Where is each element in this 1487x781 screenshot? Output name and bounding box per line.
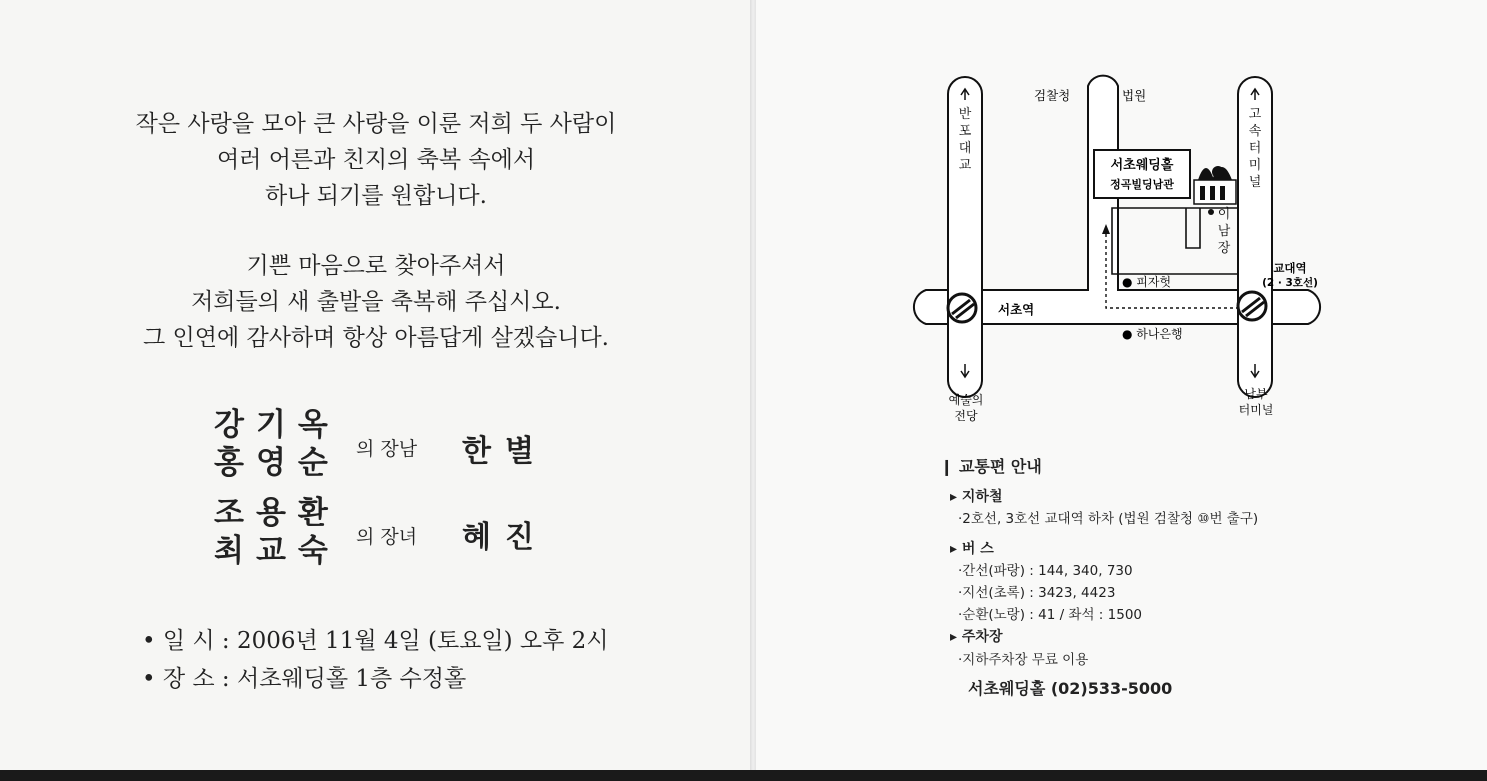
wedding-hall-icon <box>1194 166 1236 204</box>
bride-father-name: 조용환 <box>214 495 340 531</box>
bride-relation: 의 장녀 <box>356 526 418 548</box>
seocho-station-label: 서초역 <box>998 302 1035 317</box>
verse-block-1 <box>0 106 752 214</box>
verse-line: 그 인연에 감사하며 항상 아름답게 살겠습니다. <box>142 325 609 351</box>
banpo-label: 반 포 대 교 <box>958 107 972 173</box>
event-venue: • 장 소 : 서초웨딩홀 1층 수정홀 <box>142 666 467 692</box>
groom-parents <box>214 406 340 482</box>
groom-name: 한별 <box>462 434 548 469</box>
hall-name-label: 서초웨딩홀 <box>1110 158 1174 173</box>
terminal-label: 고 속 터 미 널 <box>1248 107 1262 190</box>
verse-line: 작은 사랑을 모아 큰 사랑을 이룬 저희 두 사람이 <box>135 111 617 137</box>
gyodae-station-icon <box>1238 292 1266 320</box>
hall-building-label: 정곡빌딩남관 <box>1110 178 1174 191</box>
groom-father-name: 강기옥 <box>214 407 340 443</box>
parking-info: ·지하주차장 무료 이용 <box>958 652 1089 668</box>
nambu-label-2: 터미널 <box>1238 403 1274 417</box>
verse-line: 여러 어른과 친지의 축복 속에서 <box>216 147 536 173</box>
bus-title: ▸ 버 스 <box>950 541 994 557</box>
groom-relation: 의 장남 <box>356 438 418 460</box>
subway-info: ·2호선, 3호선 교대역 하차 (법원 검찰청 ⑩번 출구) <box>958 511 1259 527</box>
subway-title: ▸ 지하철 <box>950 489 1003 505</box>
verse-block-2 <box>0 248 752 356</box>
parking-title: ▸ 주차장 <box>950 629 1003 645</box>
contact-info: 서초웨딩홀 (02)533-5000 <box>968 679 1173 698</box>
transit-title: ❙ 교통편 안내 <box>940 457 1042 476</box>
bus-info-trunk: ·간선(파랑) : 144, 340, 730 <box>958 563 1133 579</box>
verse-line: 기쁜 마음으로 찾아주셔서 <box>246 253 506 279</box>
bride-parents <box>214 494 340 570</box>
bride-name: 혜진 <box>462 520 548 555</box>
bus-info-branch: ·지선(초록) : 3423, 4423 <box>958 585 1116 601</box>
seocho-station-icon <box>948 294 976 322</box>
nambu-label-1: 남부 <box>1244 387 1268 401</box>
gyodae-label: 교대역 <box>1273 261 1307 275</box>
gyodae-lines-label: (2 · 3호선) <box>1262 277 1318 289</box>
arts-center-label-1: 예술의 <box>948 393 984 407</box>
prosecutor-label: 검찰청 <box>1034 88 1071 103</box>
verse-line: 하나 되기를 원합니다. <box>265 183 487 209</box>
inam-label: 이 남 장 <box>1217 207 1231 256</box>
groom-mother-name: 홍영순 <box>214 445 340 481</box>
arts-center-label-2: 전당 <box>954 409 978 423</box>
hana-bank-label: ● 하나은행 <box>1122 327 1183 341</box>
bride-mother-name: 최교숙 <box>214 533 340 569</box>
location-map <box>900 68 1340 430</box>
event-datetime: • 일 시 : 2006년 11월 4일 (토요일) 오후 2시 <box>142 628 609 654</box>
bus-info-circular: ·순환(노랑) : 41 / 좌석 : 1500 <box>958 607 1142 623</box>
pizza-label: ● 피자헛 <box>1122 275 1172 289</box>
court-label: 법원 <box>1122 88 1147 103</box>
verse-line: 저희들의 새 출발을 축복해 주십시오. <box>191 289 561 315</box>
